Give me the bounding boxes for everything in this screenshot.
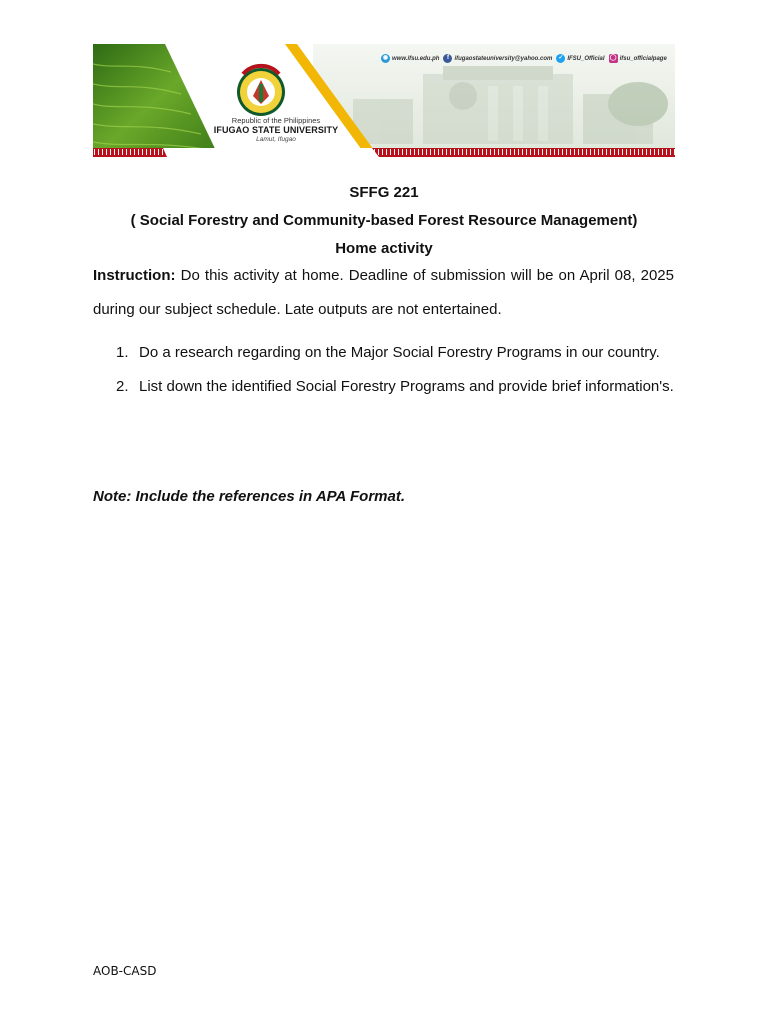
instruction-text: Do this activity at home. Deadline of submission will be on April 08, 2025 during our subject schedule. Late outputs are not entertained. [93, 267, 674, 318]
contact-instagram-text: ifsu_officialpage [619, 55, 667, 62]
contact-instagram[interactable] [609, 54, 667, 63]
contact-twitter-text: IFSU_Official [567, 55, 605, 62]
web-icon: ◉ [382, 55, 389, 61]
list-item [93, 370, 674, 404]
university-location: Lamut, Ifugao [256, 136, 296, 143]
contact-facebook-text: ifugaostateuniversity@yahoo.com [454, 55, 553, 62]
footer-code: AOB-CASD [93, 964, 157, 978]
list-item-number: 2. [116, 377, 129, 395]
facebook-icon: f [443, 54, 452, 63]
note-text: Note: Include the references in APA Format. [93, 488, 406, 505]
republic-label: Republic of the Philippines [231, 116, 321, 125]
university-title-block [211, 116, 341, 144]
course-title: ( Social Forestry and Community-based Forest Resource Management) [130, 212, 638, 229]
university-name: IFUGAO STATE UNIVERSITY [213, 125, 339, 135]
contact-twitter[interactable] [556, 54, 604, 63]
instruction-paragraph [93, 259, 674, 326]
list-item [93, 336, 674, 370]
instruction-label: Instruction: [93, 267, 176, 284]
contact-web-text: www.ifsu.edu.ph [392, 55, 440, 62]
contact-web[interactable] [381, 54, 439, 63]
contact-facebook[interactable] [443, 54, 552, 63]
instagram-icon: ◯ [609, 55, 617, 61]
header-banner [93, 44, 675, 157]
list-item-text: Do a research regarding on the Major Social Forestry Programs in our country. [139, 344, 660, 361]
list-item-number: 1. [116, 344, 129, 361]
task-list [93, 336, 674, 403]
activity-title: Home activity [335, 240, 433, 257]
list-item-text: List down the identified Social Forestry Programs and provide brief information's. [139, 377, 674, 395]
twitter-icon: ✓ [558, 55, 564, 61]
university-seal-icon [237, 66, 285, 116]
course-code: SFFG 221 [349, 184, 419, 201]
contact-strip [381, 54, 667, 63]
